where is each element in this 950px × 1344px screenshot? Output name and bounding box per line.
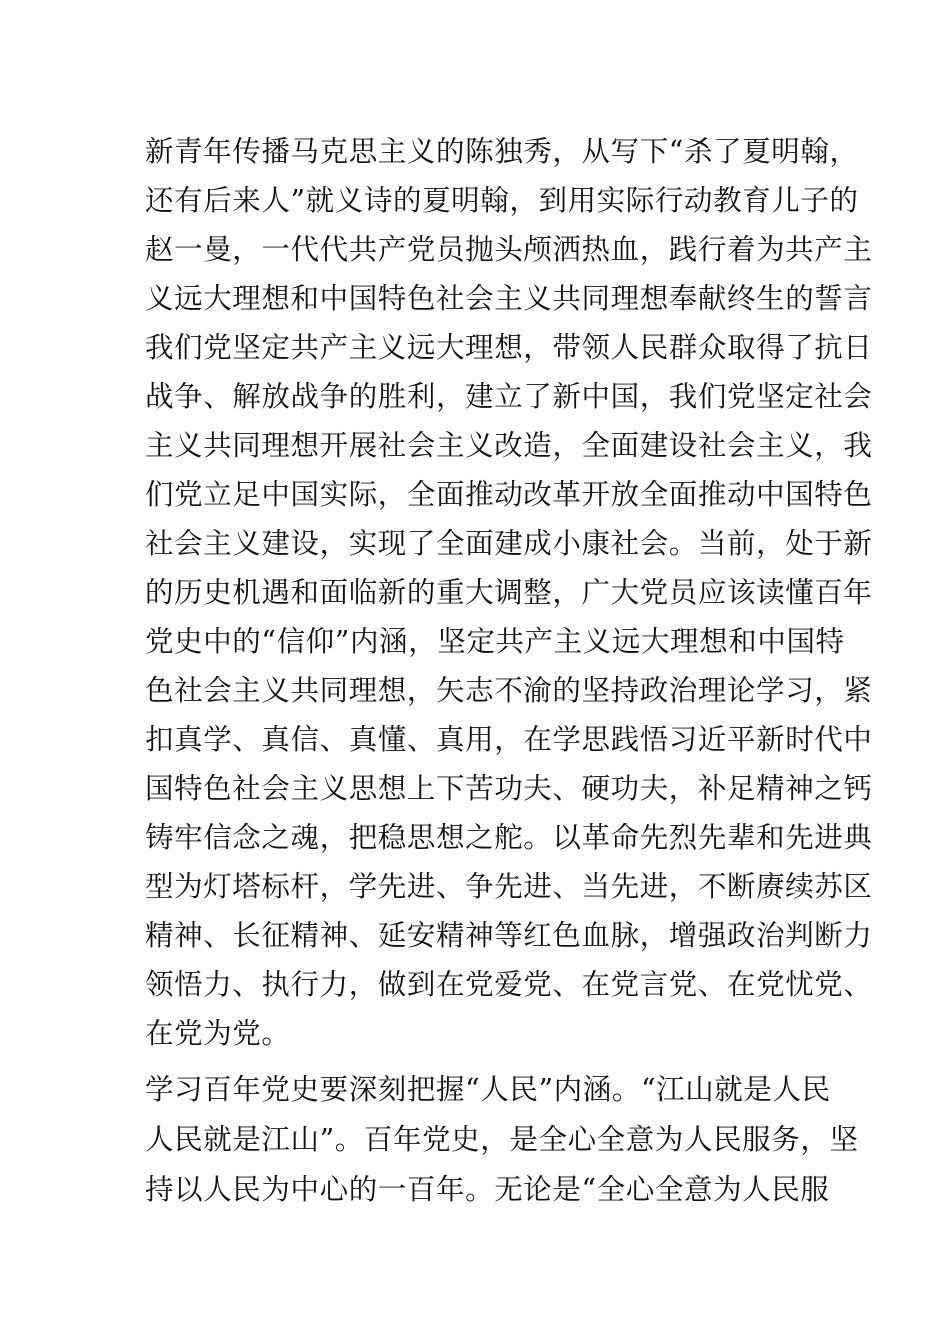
text-line: 学习百年党史要深刻把握“人民”内涵。“江山就是人民 [145, 1073, 831, 1106]
text-line: 铸牢信念之魂，把稳思想之舵。以革命先烈先辈和先进典 [145, 821, 873, 854]
text-line: 色社会主义共同理想，矢志不渝的坚持政治理论学习，紧 [145, 674, 873, 707]
text-line: 国特色社会主义思想上下苦功夫、硬功夫，补足精神之钙 [145, 772, 873, 805]
text-line: 扣真学、真信、真懂、真用，在学思践悟习近平新时代中 [145, 723, 873, 756]
text-line: 新青年传播马克思主义的陈独秀，从写下“杀了夏明翰， [145, 135, 859, 168]
text-line: 主义共同理想开展社会主义改造，全面建设社会主义，我 [145, 429, 873, 462]
text-line: 型为灯塔标杆，学先进、争先进、当先进，不断赓续苏区 [145, 870, 873, 903]
text-line: 赵一曼，一代代共产党员抛头颅洒热血，践行着为共产主 [145, 233, 873, 266]
text-line: 人民就是江山”。百年党史，是全心全意为人民服务，坚 [145, 1123, 859, 1156]
text-line: 持以人民为中心的一百年。无论是“全心全意为人民服 [145, 1173, 830, 1206]
text-line: 领悟力、执行力，做到在党爱党、在党言党、在党忧党、 [145, 968, 873, 1001]
text-line: 在党为党。 [145, 1017, 291, 1050]
text-line: 党史中的“信仰”内涵，坚定共产主义远大理想和中国特 [145, 625, 845, 658]
text-line: 我们党坚定共产主义远大理想，带领人民群众取得了抗日 [145, 331, 873, 364]
text-line: 还有后来人”就义诗的夏明翰，到用实际行动教育儿子的 [145, 184, 859, 217]
text-line: 们党立足中国实际，全面推动改革开放全面推动中国特色 [145, 478, 873, 511]
text-line: 精神、长征精神、延安精神等红色血脉，增强政治判断力 [145, 919, 873, 952]
text-line: 的历史机遇和面临新的重大调整，广大党员应该读懂百年 [145, 576, 873, 609]
text-line: 战争、解放战争的胜利，建立了新中国，我们党坚定社会 [145, 380, 873, 413]
text-line: 社会主义建设，实现了全面建成小康社会。当前，处于新 [145, 527, 873, 560]
text-line: 义远大理想和中国特色社会主义共同理想奉献终生的誓言 [145, 282, 873, 315]
